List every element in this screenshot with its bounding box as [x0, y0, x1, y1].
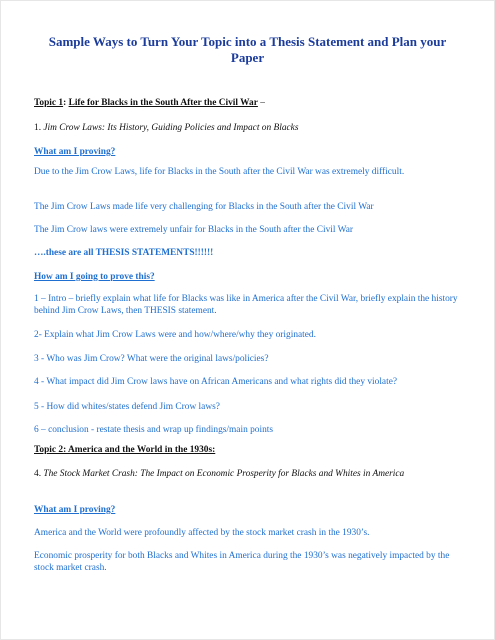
topic-1-dash: – [257, 98, 265, 108]
thesis-1a: Due to the Jim Crow Laws, life for Blacks in the South after the Civil War was extremely difficult. [34, 167, 405, 177]
topic-1-item-text: Jim Crow Laws: Its History, Guiding Policies and Impact on Blacks [43, 123, 299, 133]
plan-step-5: 5 - How did whites/states defend Jim Crow laws? [34, 402, 220, 412]
thesis-1b: The Jim Crow Laws made life very challenging for Blacks in the South after the Civil War [34, 202, 374, 212]
topic-1-item-number: 1. [34, 123, 44, 133]
plan-step-3: 3 - Who was Jim Crow? What were the original laws/policies? [34, 354, 269, 364]
plan-step-1: 1 – Intro – briefly explain what life for Blacks was like in America after the Civil War, briefly explain the history behind Jim Crow Laws, then THESIS statement. [34, 294, 458, 316]
plan-step-6: 6 – conclusion - restate thesis and wrap up findings/main points [34, 425, 274, 435]
how-am-i-going-to-prove: How am I going to prove this? [34, 272, 155, 282]
topic-1-label: Topic 1 [34, 98, 64, 108]
thesis-note: ….these are all THESIS STATEMENTS!!!!!! [34, 248, 214, 258]
topic-1-colon: : [63, 98, 69, 108]
topic-2-item-text: The Stock Market Crash: The Impact on Economic Prosperity for Blacks and Whites in America [43, 469, 405, 479]
topic-1-title: Life for Blacks in the South After the Civil War [68, 98, 258, 108]
plan-step-2: 2- Explain what Jim Crow Laws were and how/where/why they originated. [34, 330, 316, 340]
what-am-i-proving-2: What am I proving? [34, 505, 116, 515]
thesis-2b: Economic prosperity for both Blacks and Whites in America during the 1930’s was negatively impacted by the stock market crash. [34, 551, 450, 573]
topic-1-item [34, 122, 464, 134]
what-am-i-proving-1: What am I proving? [34, 147, 116, 157]
plan-step-4: 4 - What impact did Jim Crow laws have on African Americans and what rights did they violate? [34, 377, 398, 387]
document-title: Sample Ways to Turn Your Topic into a Thesis Statement and Plan your Paper [48, 34, 447, 65]
topic-2-item [34, 468, 464, 480]
thesis-2a: America and the World were profoundly affected by the stock market crash in the 1930’s. [34, 528, 370, 538]
thesis-1c: The Jim Crow laws were extremely unfair for Blacks in the South after the Civil War [34, 225, 354, 235]
topic-1-heading [34, 97, 464, 109]
topic-2-item-number: 4. [34, 469, 44, 479]
topic-2-heading: Topic 2: America and the World in the 1930s: [34, 445, 216, 455]
